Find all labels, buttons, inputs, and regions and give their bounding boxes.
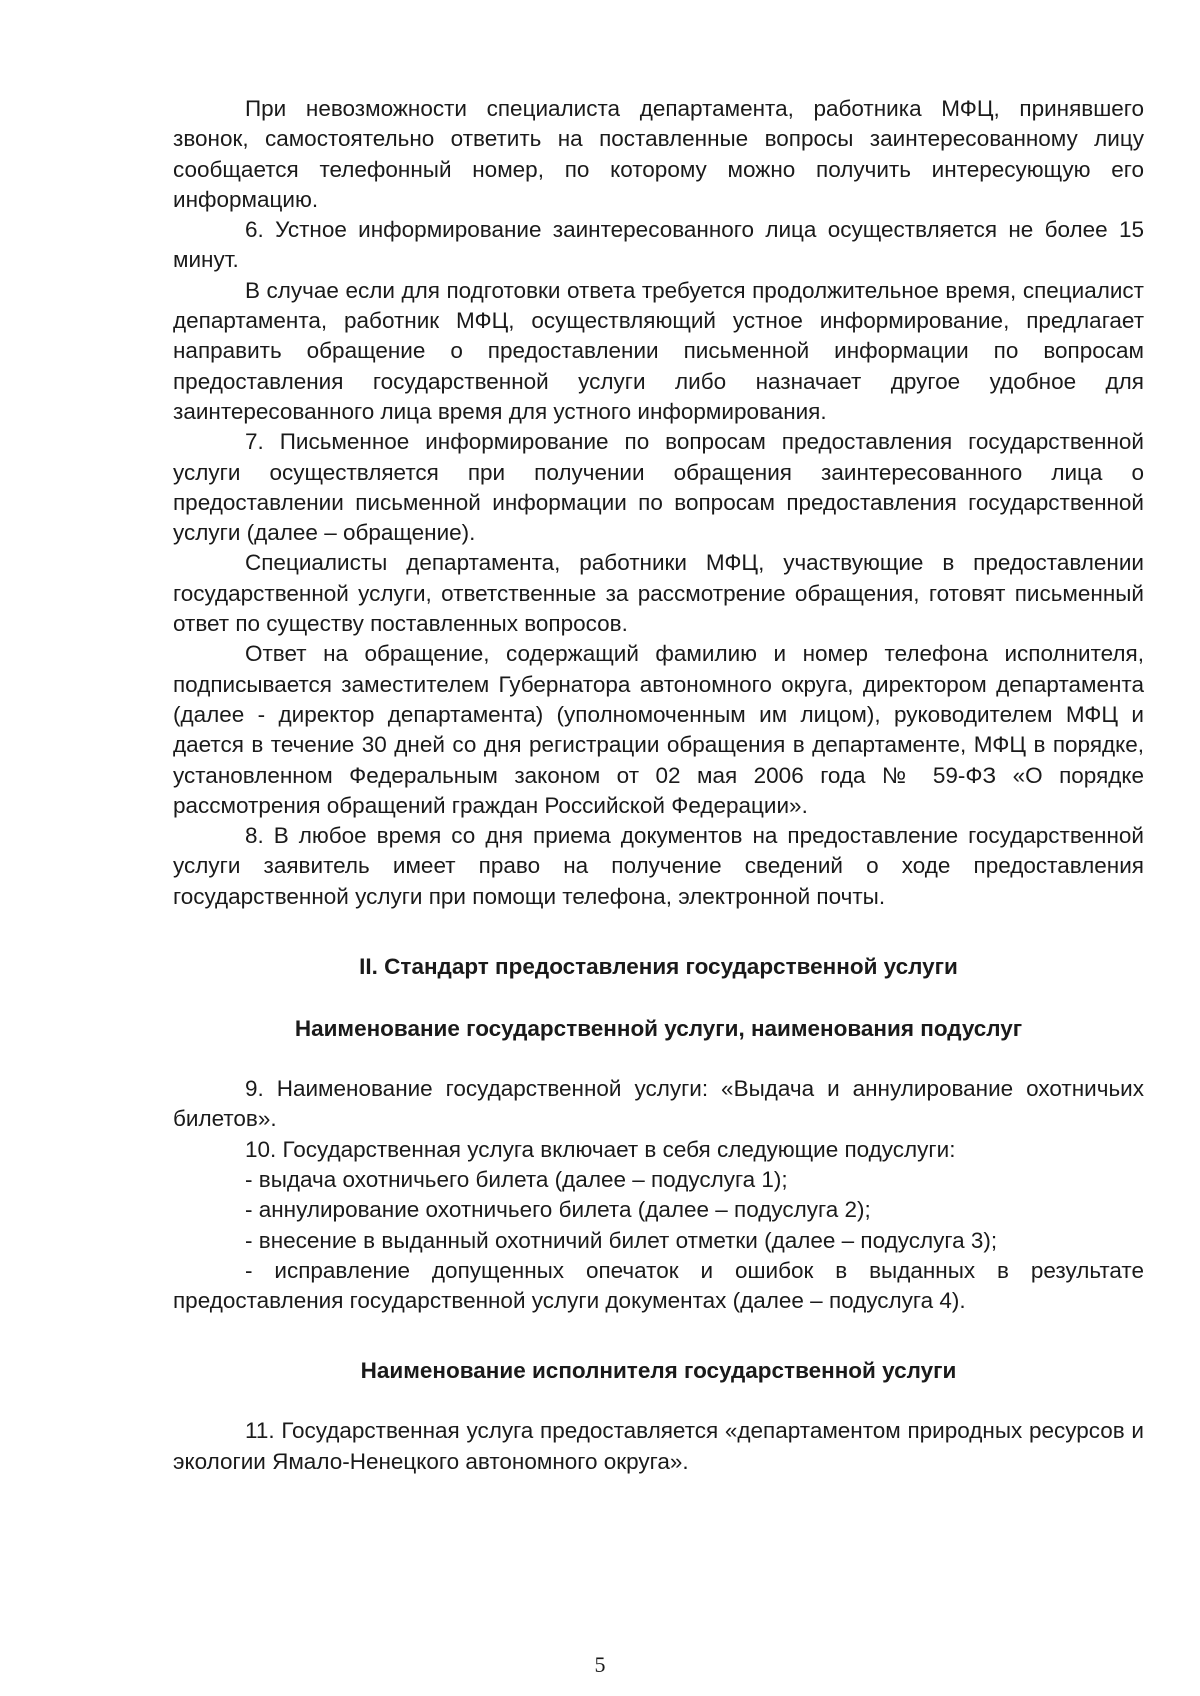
paragraph-9-service-name: 9. Наименование государственной услуги: «Выдача и аннулирование охотничьих билетов».: [173, 1076, 1144, 1132]
paragraph-7-written-info: 7. Письменное информирование по вопросам предоставления государственной услуги осуществляется при получении обращения заинтересованного лица о предоставлении письменной информации по вопросам предоставления государственной услуги (далее – обращение).: [173, 429, 1144, 546]
document-body: [173, 94, 1144, 1477]
list-item-subservice-4: - исправление допущенных опечаток и ошибок в выданных в результате предоставления государственной услуги документах (далее – подуслуга 4).: [173, 1257, 1144, 1314]
subheading-service-executor: Наименование исполнителя государственной услуги: [360, 1358, 957, 1384]
list-item-subservice-3: - внесение в выданный охотничий билет отметки (далее – подуслуга 3);: [245, 1227, 998, 1253]
paragraph-answer-signing: Ответ на обращение, содержащий фамилию и номер телефона исполнителя, подписывается заместителем Губернатора автономного округа, директором департамента (далее - директор департамента) (уполномоченным им лицом), руководителем МФЦ и дается в течение 30 дней со дня регистрации обращения в департаменте, МФЦ в порядке, установленном Федеральным законом от 02 мая 2006 года № 59-ФЗ «О порядке рассмотрения обращений граждан Российской Федерации».: [173, 641, 1144, 818]
section-heading: II. Стандарт предоставления государственной услуги: [359, 954, 958, 980]
paragraph-11-executor: 11. Государственная услуга предоставляется «департаментом природных ресурсов и экологии Ямало-Ненецкого автономного округа».: [173, 1418, 1144, 1474]
paragraph-8-status-inquiry: 8. В любое время со дня приема документов на предоставление государственной услуги заявитель имеет право на получение сведений о ходе предоставления государственной услуги при помощи телефона, электронной почты.: [173, 823, 1144, 909]
paragraph-phone-referral: При невозможности специалиста департамента, работника МФЦ, принявшего звонок, самостоятельно ответить на поставленные вопросы заинтересованному лицу сообщается телефонный номер, по которому можно получить интересующую его информацию.: [173, 96, 1144, 212]
list-item-subservice-1: - выдача охотничьего билета (далее – подуслуга 1);: [245, 1166, 788, 1192]
paragraph-6-oral-info-duration: 6. Устное информирование заинтересованного лица осуществляется не более 15 минут.: [173, 217, 1144, 273]
list-item-subservice-2: - аннулирование охотничьего билета (далее – подуслуга 2);: [245, 1197, 871, 1223]
subheading-service-name: Наименование государственной услуги, наименования подуслуг: [294, 1016, 1023, 1042]
paragraph-10-subservices: 10. Государственная услуга включает в себя следующие подуслуги:: [245, 1136, 956, 1162]
paragraph-specialists-answer: Специалисты департамента, работники МФЦ, участвующие в предоставлении государственной услуги, ответственные за рассмотрение обращения, готовят письменный ответ по существу поставленных вопросов.: [173, 550, 1144, 637]
paragraph-extended-time: В случае если для подготовки ответа требуется продолжительное время, специалист департамента, работник МФЦ, осуществляющий устное информирование, предлагает направить обращение о предоставлении письменной информации по вопросам предоставления государственной услуги либо назначает другое удобное для заинтересованного лица время для устного информирования.: [173, 277, 1144, 424]
page-number: 5: [594, 1652, 606, 1677]
